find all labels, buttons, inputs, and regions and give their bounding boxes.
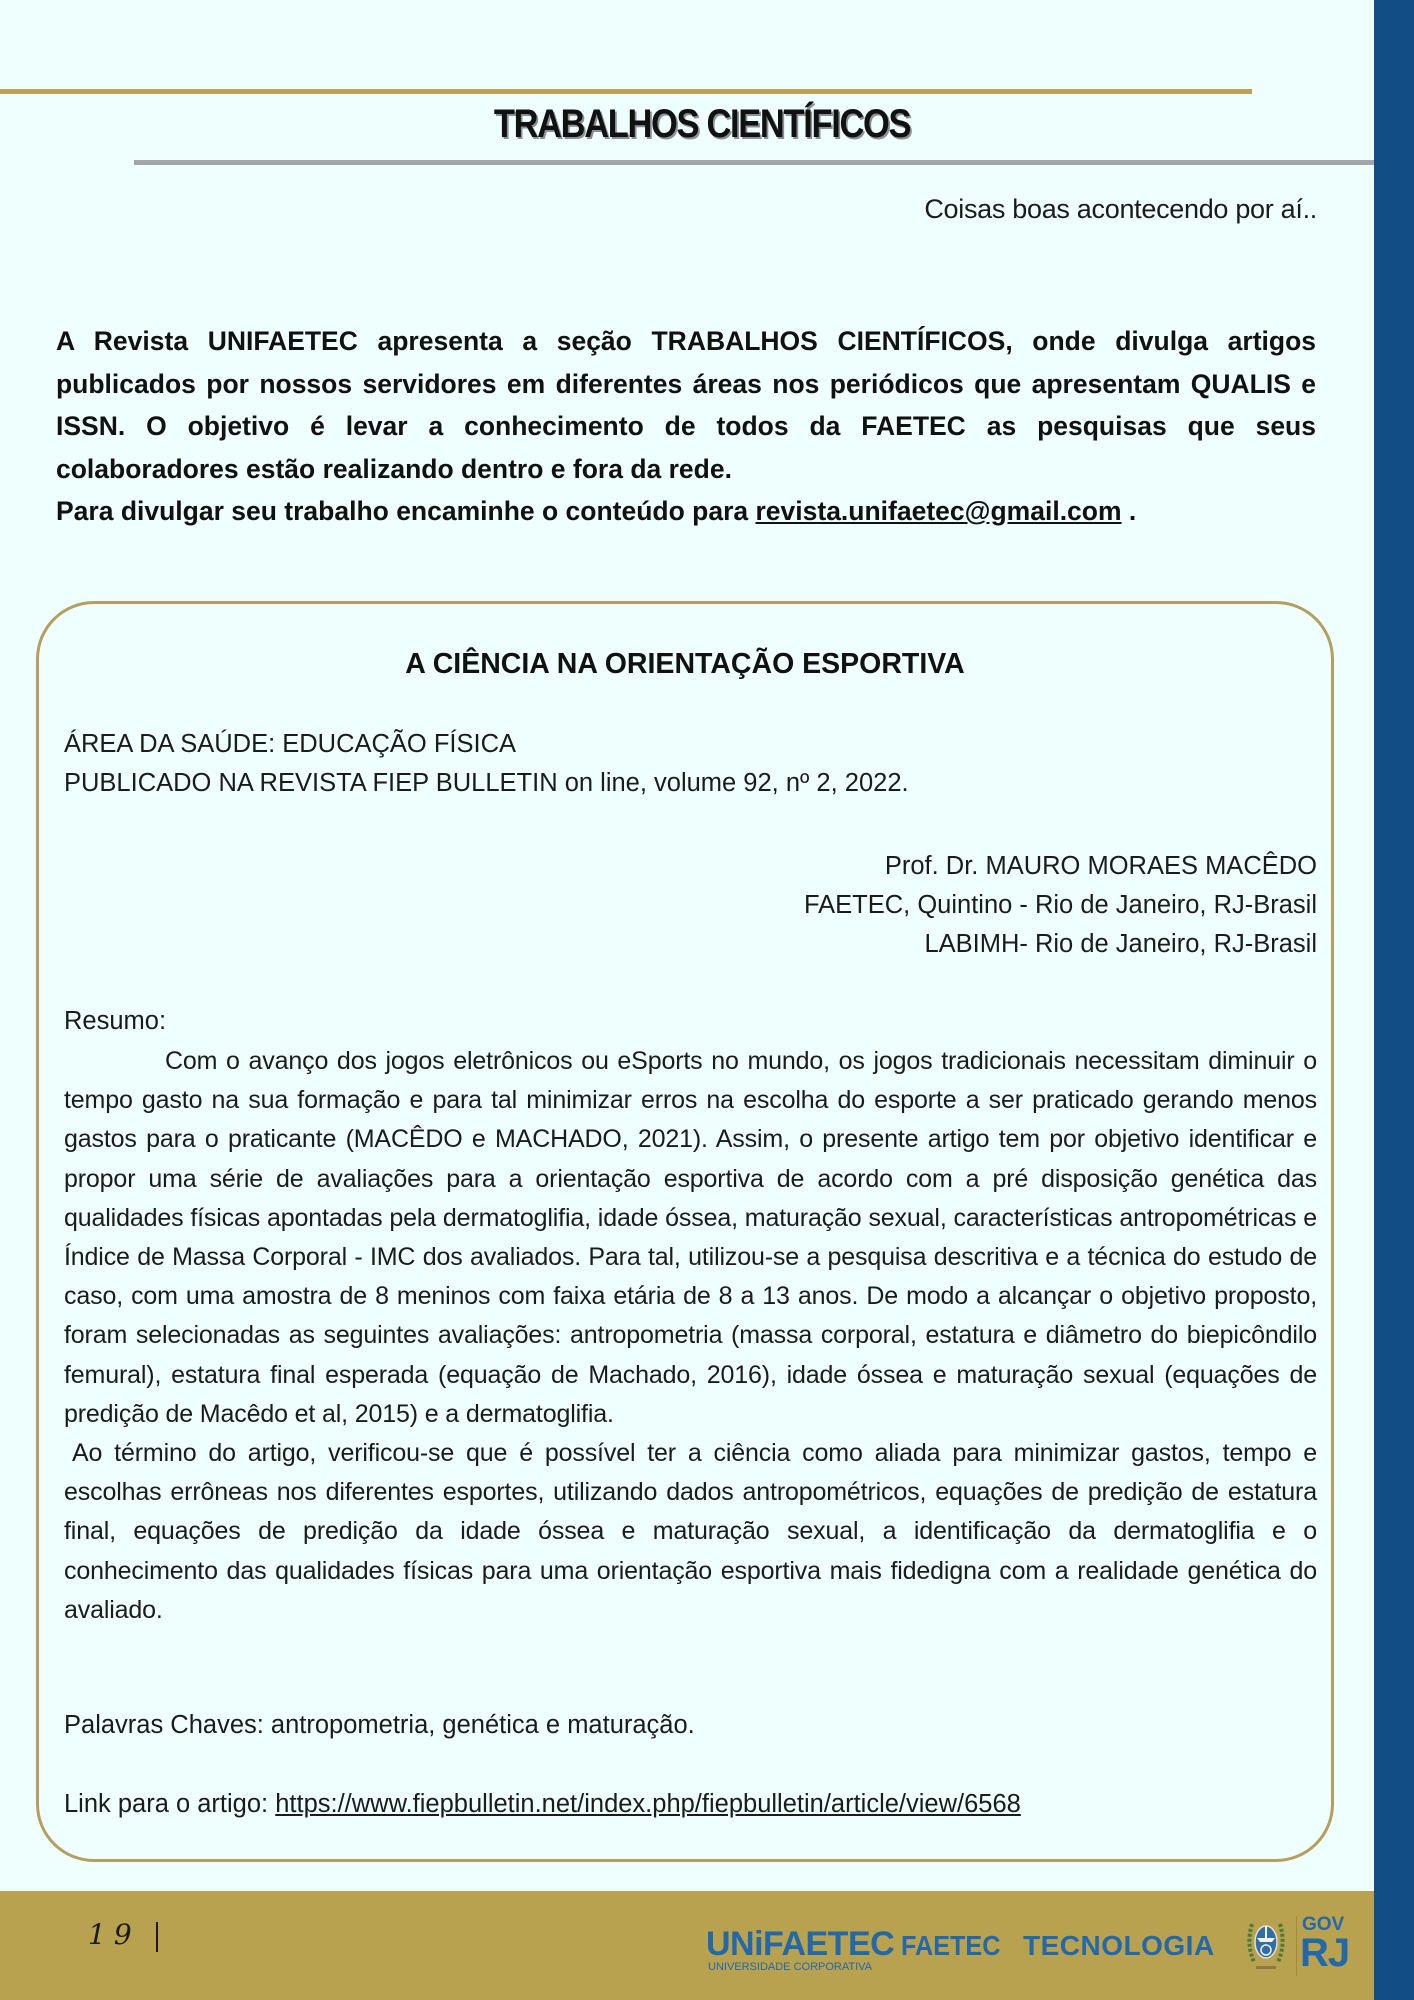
author-affiliation: FAETEC, Quintino - Rio de Janeiro, RJ-Brasil <box>803 891 1317 919</box>
article-publication: PUBLICADO NA REVISTA FIEP BULLETIN on line, volume 92, nº 2, 2022. <box>64 769 909 797</box>
abstract-label: Resumo: <box>64 1007 167 1035</box>
abstract <box>64 1042 1317 1630</box>
gray-divider <box>134 160 1374 165</box>
author-name: Prof. Dr. MAURO MORAES MACÊDO <box>884 852 1317 880</box>
contact-suffix: . <box>1121 496 1137 526</box>
side-accent-bar <box>1374 0 1414 2000</box>
unifaetec-logo: UNiFAETEC <box>706 1925 895 1963</box>
gov-logo-text: GOV <box>1302 1914 1345 1935</box>
author-block <box>804 847 1317 964</box>
article-link-label: Link para o artigo: <box>64 1790 276 1818</box>
faetec-logo: FAETEC <box>901 1930 1001 1961</box>
page-title: TRABALHOS CIENTÍFICOS <box>493 102 911 146</box>
abstract-paragraph: Ao término do artigo, verificou-se que é possível ter a ciência como aliada para minimizar gastos, tempo e escolhas errôneas nos diferentes esportes, utilizando dados antropométricos, equações de predição de estatura final, equações de predição da idade óssea e maturação sexual, a identificação da dermatoglifia e o conhecimento das qualidades físicas para uma orientação esportiva mais fidedigna com a realidade genética do avaliado. <box>64 1439 1317 1624</box>
intro-section <box>56 320 1316 533</box>
intro-contact <box>56 490 1316 533</box>
keywords: Palavras Chaves: antropometria, genética e maturação. <box>64 1711 695 1739</box>
contact-prefix: Para divulgar seu trabalho encaminhe o conteúdo para <box>56 496 756 526</box>
article-link[interactable]: https://www.fiepbulletin.net/index.php/fiepbulletin/article/view/6568 <box>275 1790 1021 1818</box>
page-number: 19 <box>88 1918 140 1951</box>
article-title: A CIÊNCIA NA ORIENTAÇÃO ESPORTIVA <box>405 648 965 680</box>
logo-divider <box>1296 1916 1297 1976</box>
tecnologia-logo: TECNOLOGIA <box>1023 1930 1215 1961</box>
unifaetec-logo-subtitle: UNIVERSIDADE CORPORATIVA <box>708 1961 873 1973</box>
article-link-row <box>64 1790 1021 1819</box>
gold-divider <box>0 89 1252 94</box>
tagline: Coisas boas acontecendo por aí.. <box>924 194 1317 224</box>
abstract-paragraph: Com o avanço dos jogos eletrônicos ou eSports no mundo, os jogos tradicionais necessitam diminuir o tempo gasto na sua formação e para tal minimizar erros na escolha do esporte a ser praticado gerando menos gastos para o praticante (MACÊDO e MACHADO, 2021). Assim, o presente artigo tem por objetivo identificar e propor uma série de avaliações para a orientação esportiva de acordo com a pré disposição genética das qualidades físicas apontadas pela dermatoglifia, idade óssea, maturação sexual, características antropométricas e Índice de Massa Corporal - IMC dos avaliados. Para tal, utilizou-se a pesquisa descritiva e a técnica do estudo de caso, com uma amostra de 8 meninos com faixa etária de 8 a 13 anos. De modo a alcançar o objetivo proposto, foram selecionadas as seguintes avaliações: antropometria (massa corporal, estatura e diâmetro do biepicôndilo femural), estatura final esperada (equação de Machado, 2016), idade óssea e maturação sexual (equações de predição de Macêdo et al, 2015) e a dermatoglifia. <box>64 1047 1317 1428</box>
intro-paragraph: A Revista UNIFAETEC apresenta a seção TRABALHOS CIENTÍFICOS, onde divulga artigos publicados por nossos servidores em diferentes áreas nos periódicos que apresentam QUALIS e ISSN. O objetivo é levar a conhecimento de todos da FAETEC as pesquisas que seus colaboradores estão realizando dentro e fora da rede. <box>56 326 1316 484</box>
page-number-divider <box>156 1922 158 1952</box>
author-affiliation: LABIMH- Rio de Janeiro, RJ-Brasil <box>924 930 1317 958</box>
contact-email-link[interactable]: revista.unifaetec@gmail.com <box>755 496 1122 526</box>
state-seal-icon <box>1244 1916 1288 1974</box>
article-area: ÁREA DA SAÚDE: EDUCAÇÃO FÍSICA <box>64 730 517 758</box>
rj-logo-text: RJ <box>1300 1931 1350 1975</box>
